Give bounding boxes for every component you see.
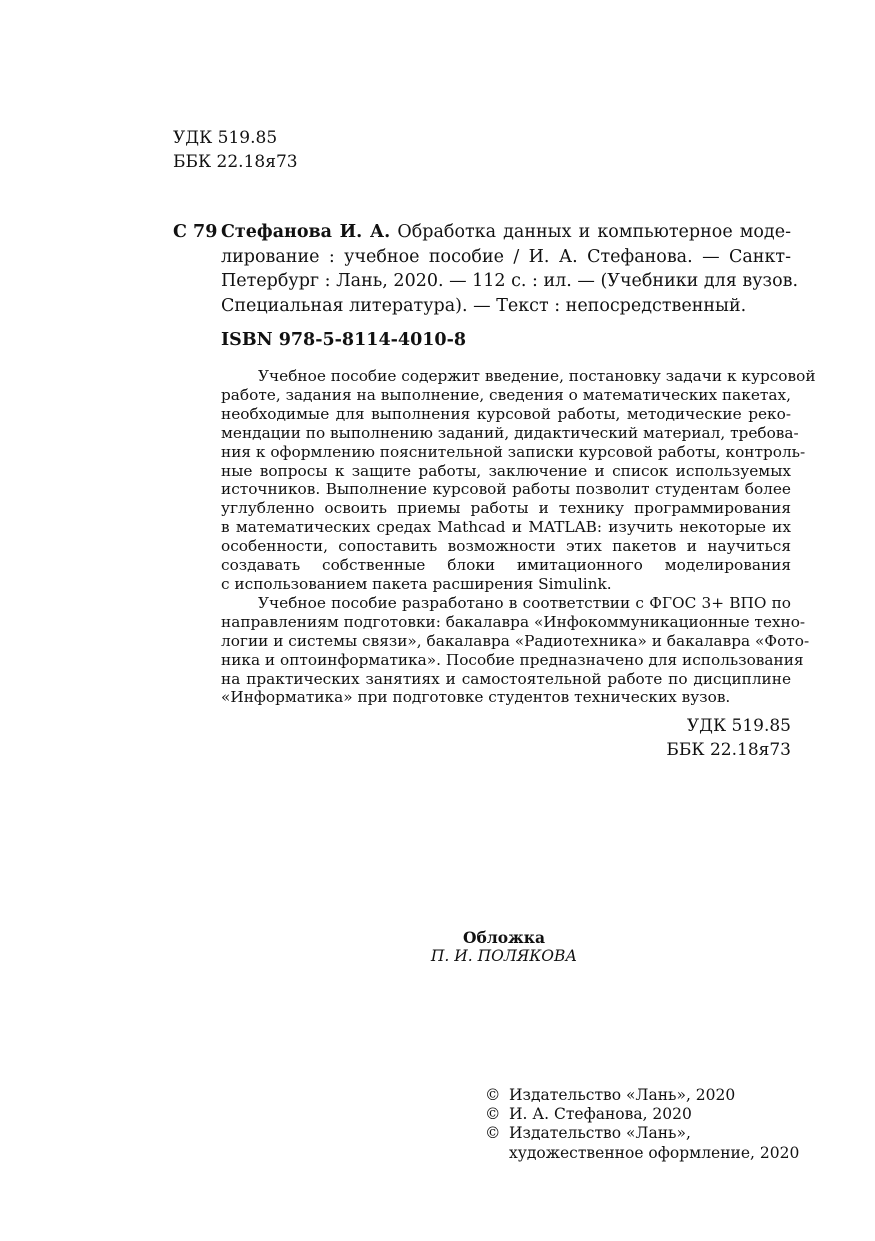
abstract-line: ные вопросы к защите работы, заключение и список используемых <box>221 461 791 480</box>
cover-label: Обложка <box>463 928 545 947</box>
classification-footer <box>666 714 791 762</box>
cutter-code: С 79 <box>173 222 218 242</box>
title-start: Обработка данных и компьютерное моде- <box>397 222 791 242</box>
udk-code: УДК 519.85 <box>173 128 278 148</box>
abstract-line: мендации по выполнению заданий, дидактический материал, требова- <box>221 423 799 442</box>
copyright-text: Издательство «Лань», 2020 <box>509 1086 736 1104</box>
bbk-code: ББК 22.18я73 <box>666 740 791 760</box>
classification-header <box>173 126 298 174</box>
abstract-line: источников. Выполнение курсовой работы позволит студентам более <box>221 480 791 499</box>
cover-designer: П. И. ПОЛЯКОВА <box>430 947 578 965</box>
copyright-line: художественное оформление, 2020 <box>509 1143 800 1162</box>
abstract-line: Учебное пособие содержит введение, постановку задачи к курсовой <box>258 367 816 385</box>
udk-code: УДК 519.85 <box>686 716 791 736</box>
abstract-paragraph-1 <box>221 367 816 594</box>
copyright-line <box>485 1105 799 1124</box>
abstract-line: Учебное пособие разработано в соответствии с ФГОС 3+ ВПО по <box>258 593 791 612</box>
abstract-line: особенности, сопоставить возможности этих пакетов и научиться <box>221 537 791 556</box>
abstract-line: создавать собственные блоки имитационного моделирования <box>221 556 791 575</box>
record-line: лирование : учебное пособие / И. А. Стефанова. — Санкт- <box>221 246 791 267</box>
record-line: Специальная литература). — Текст : непосредственный. <box>221 295 747 316</box>
record-line: Петербург : Лань, 2020. — 112 с. : ил. — (Учебники для вузов. <box>221 271 799 291</box>
abstract-line: ния к оформлению пояснительной записки курсовой работы, контроль- <box>221 442 806 461</box>
copyright-text: Издательство «Лань», <box>509 1124 691 1143</box>
copyright-icon: © <box>485 1124 501 1143</box>
abstract-line: с использованием пакета расширения Simulink. <box>221 574 612 593</box>
abstract-paragraph-2 <box>221 593 810 707</box>
isbn: ISBN 978-5-8114-4010-8 <box>221 330 467 350</box>
bibliographic-description <box>221 220 799 318</box>
abstract-line: необходимые для выполнения курсовой работы, методические реко- <box>221 404 791 423</box>
abstract-line: ника и оптоинформатика». Пособие предназначено для использования <box>221 650 804 669</box>
copyright-line <box>485 1086 799 1105</box>
abstract-line: в математических средах Mathcad и MATLAB: изучить некоторые их <box>221 518 791 537</box>
author-name: Стефанова И. А. <box>221 222 391 242</box>
abstract-line: направлениям подготовки: бакалавра «Инфокоммуникационные техно- <box>221 612 806 631</box>
record-line <box>221 220 791 245</box>
bbk-code: ББК 22.18я73 <box>173 152 298 172</box>
copyright-line <box>485 1124 799 1143</box>
abstract-line: углубленно освоить приемы работы и технику программирования <box>221 499 791 518</box>
copyright-icon: © <box>485 1105 501 1124</box>
abstract-line: «Информатика» при подготовке студентов технических вузов. <box>221 688 731 707</box>
abstract <box>221 367 816 707</box>
copyright-block <box>485 1086 799 1163</box>
copyright-text: И. А. Стефанова, 2020 <box>509 1105 692 1124</box>
copyright-icon: © <box>485 1086 501 1104</box>
abstract-line: логии и системы связи», бакалавра «Радиотехника» и бакалавра «Фото- <box>221 631 810 650</box>
cover-credit <box>0 928 875 966</box>
abstract-line: на практических занятиях и самостоятельной работе по дисциплине <box>221 669 791 688</box>
abstract-line: работе, задания на выполнение, сведения о математических пакетах, <box>221 385 791 404</box>
